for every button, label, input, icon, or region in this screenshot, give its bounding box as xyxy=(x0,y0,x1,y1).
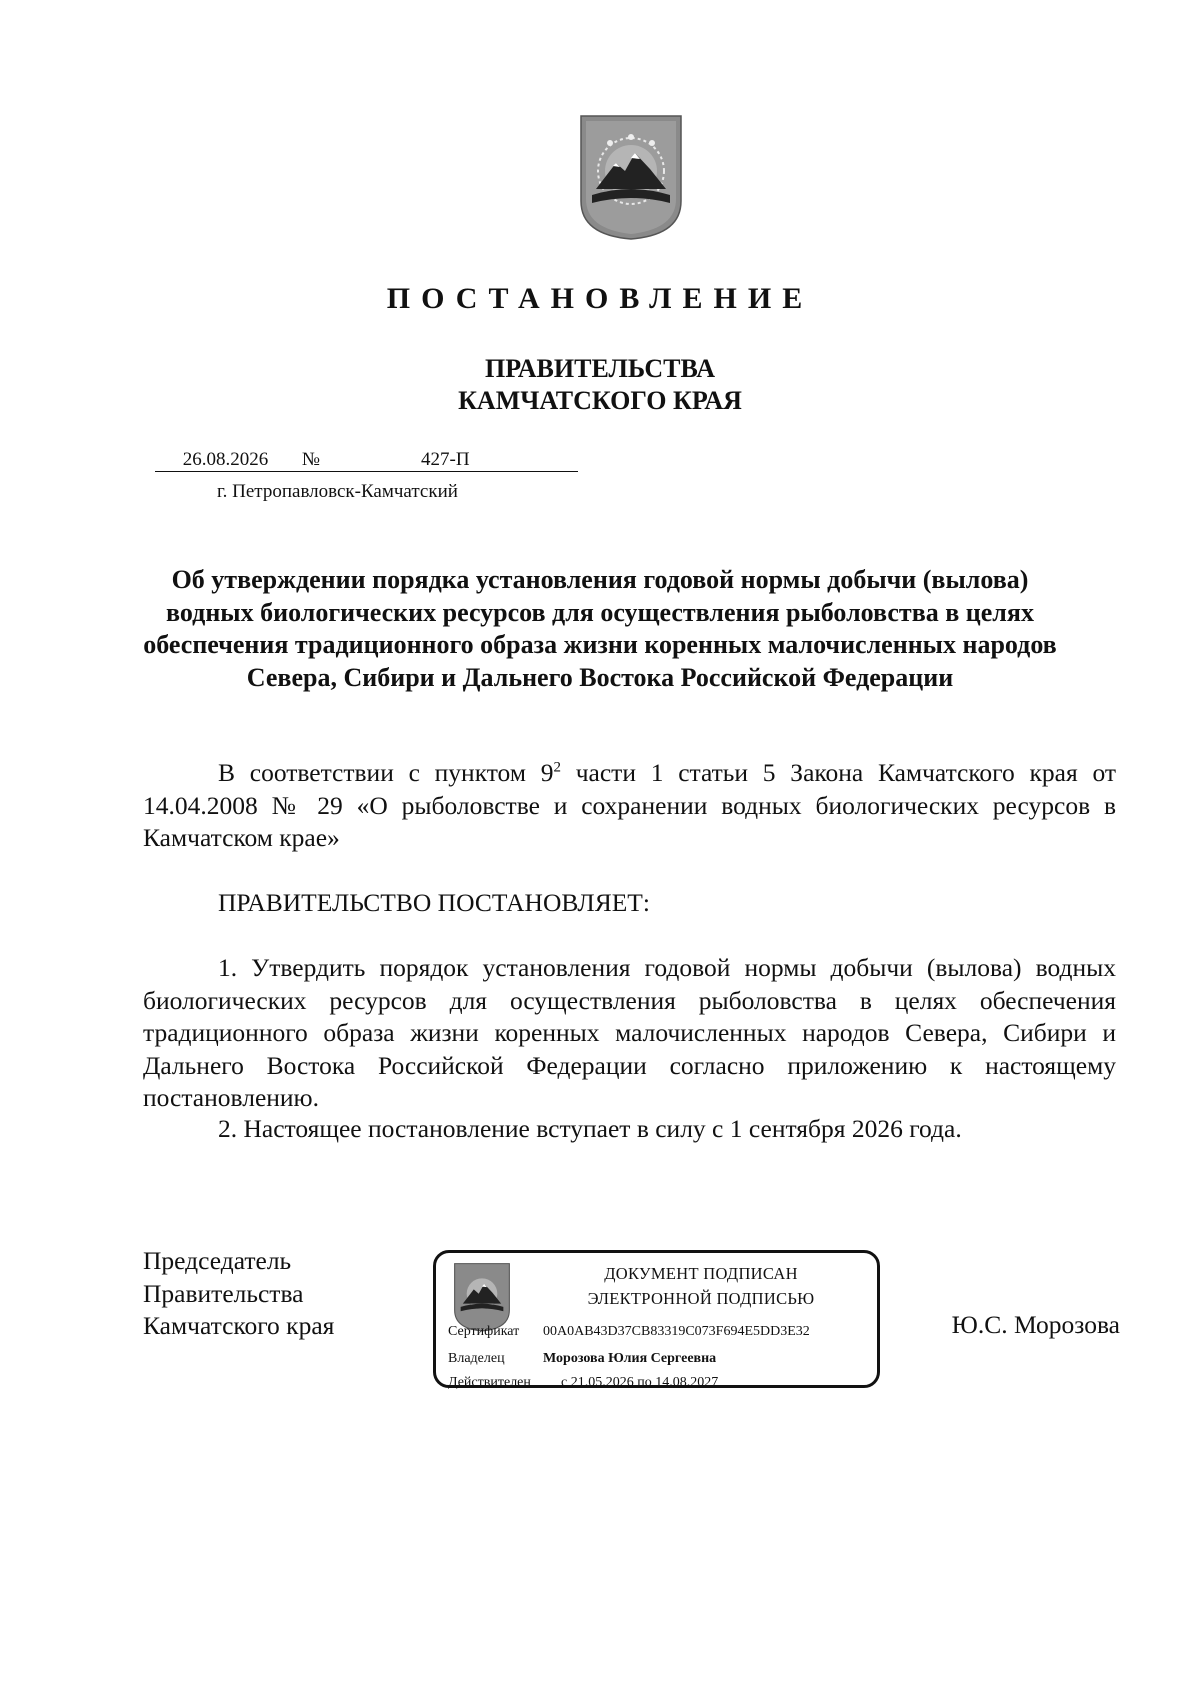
stamp-validity-row xyxy=(448,1375,718,1391)
certificate-label: Сертификат xyxy=(448,1324,520,1339)
stamp-owner-row xyxy=(448,1351,716,1367)
preamble-paragraph xyxy=(143,757,1116,855)
certificate-value: 00A0AB43D37CB83319C073F694E5DD3E32 xyxy=(543,1324,810,1339)
electronic-signature-stamp xyxy=(433,1250,880,1388)
document-date: 26.08.2026 xyxy=(155,449,296,472)
preamble-superscript: 2 xyxy=(553,759,561,776)
coat-of-arms-icon xyxy=(453,1261,511,1333)
validity-value: с 21.05.2026 по 14.08.2027 xyxy=(561,1375,719,1390)
document-number: 427-П xyxy=(326,449,578,472)
item-2-paragraph: 2. Настоящее постановление вступает в силу с 1 сентября 2026 года. xyxy=(218,1114,962,1143)
signer-position xyxy=(143,1245,334,1343)
organization-line-1: ПРАВИТЕЛЬСТВА xyxy=(485,354,715,383)
document-type-title: ПОСТАНОВЛЕНИЕ xyxy=(386,282,814,315)
validity-label: Действителен xyxy=(448,1375,531,1390)
signer-position-line-1: Председатель xyxy=(143,1246,292,1275)
signer-name: Ю.С. Морозова xyxy=(951,1310,1120,1339)
organization-line-2: КАМЧАТСКОГО КРАЯ xyxy=(458,386,742,415)
signer-position-line-3: Камчатского края xyxy=(143,1311,335,1340)
number-sign: № xyxy=(296,449,326,472)
city-line: г. Петропавловск-Камчатский xyxy=(217,481,458,502)
owner-value: Морозова Юлия Сергеевна xyxy=(543,1351,717,1366)
stamp-certificate-row xyxy=(448,1324,810,1340)
registration-line xyxy=(155,449,578,472)
stamp-title-line-2: ЭЛЕКТРОННОЙ ПОДПИСЬЮ xyxy=(587,1289,815,1308)
decree-statement: ПРАВИТЕЛЬСТВО ПОСТАНОВЛЯЕТ: xyxy=(218,888,650,917)
document-subject: Об утверждении порядка установления годовой нормы добычи (вылова) водных биологических ресурсов для осуществления рыболовства в целях обеспечения традиционного образа жизни коренных малочисленных народов Севера, Сибири и Дальнего Востока Российской Федерации xyxy=(143,565,1057,692)
item-1-paragraph: 1. Утвердить порядок установления годовой нормы добычи (вылова) водных биологических ресурсов для осуществления рыболовства в целях обеспечения традиционного образа жизни коренных малочисленных народов Севера, Сибири и Дальнего Востока Российской Федерации согласно приложению к настоящему постановлению. xyxy=(143,953,1116,1112)
owner-label: Владелец xyxy=(448,1351,505,1366)
signer-position-line-2: Правительства xyxy=(143,1278,304,1308)
coat-of-arms-icon xyxy=(578,113,684,241)
preamble-text-start: В соответствии с пунктом 9 xyxy=(218,758,554,787)
stamp-title-line-1: ДОКУМЕНТ ПОДПИСАН xyxy=(604,1264,798,1283)
preamble-text-end: части 1 статьи 5 Закона Камчатского края от 14.04.2008 № 29 «О рыболовстве и сохранении водных биологических ресурсов в Камчатском крае» xyxy=(143,758,1116,852)
